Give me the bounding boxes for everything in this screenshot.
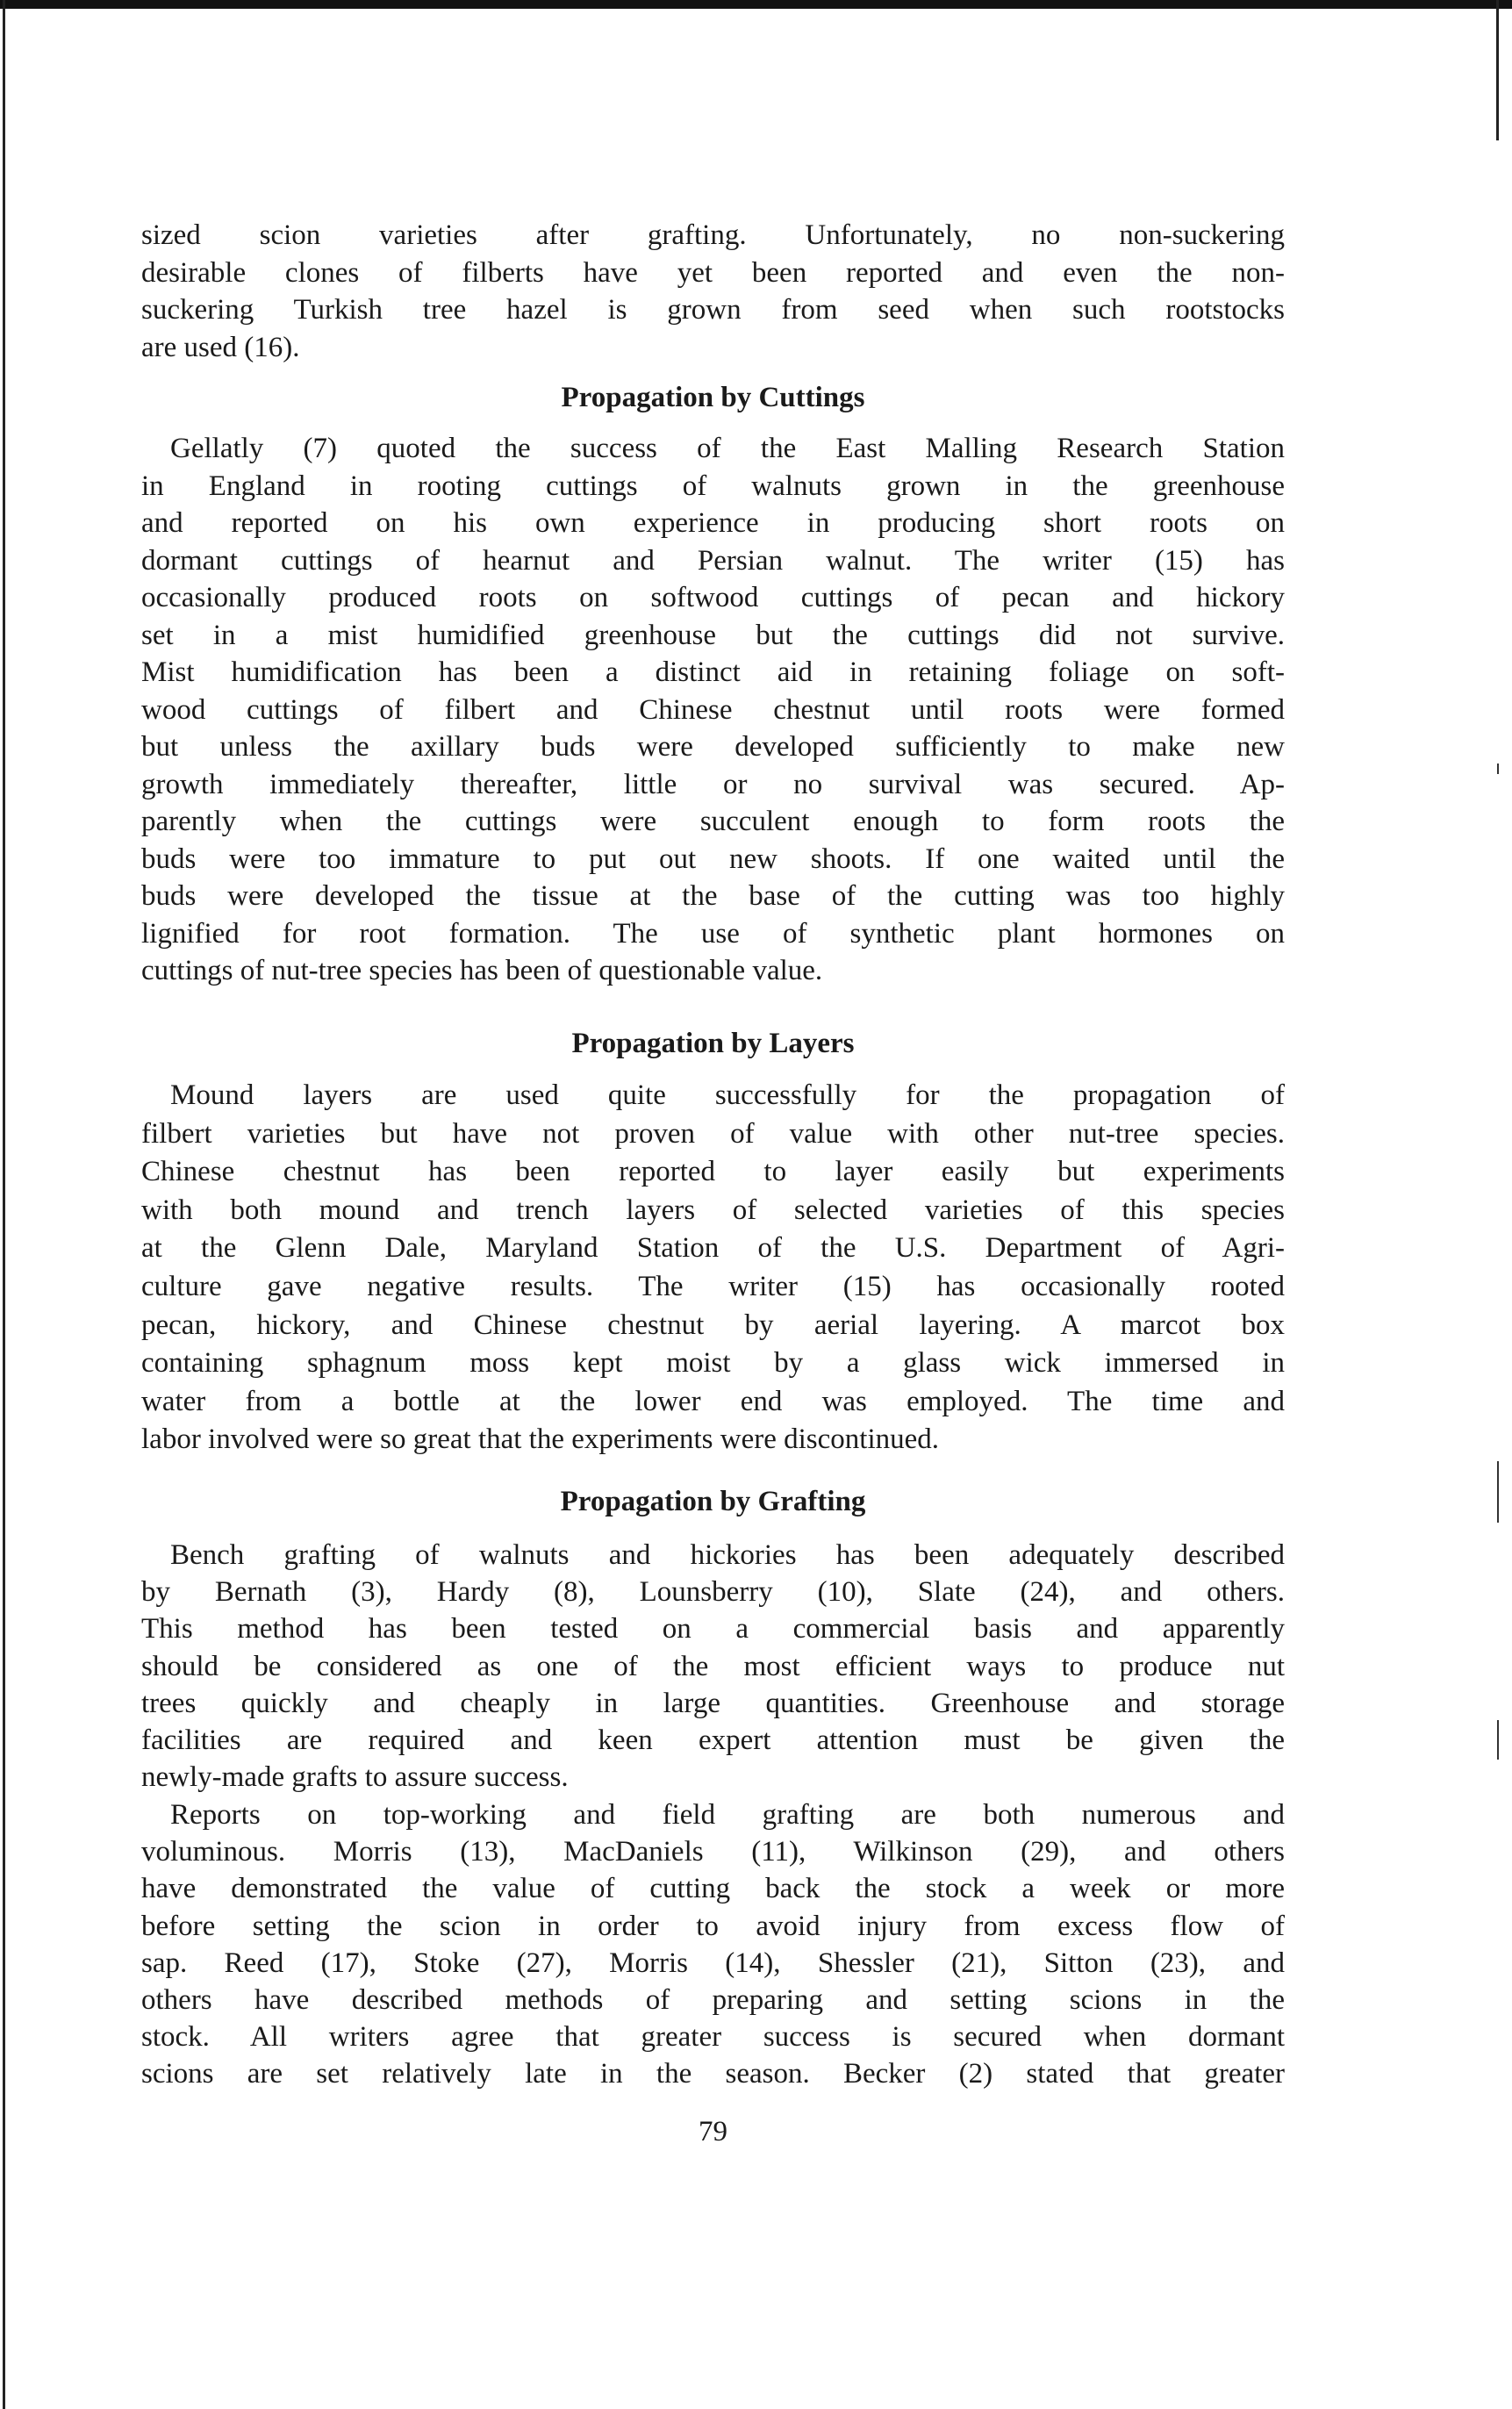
paragraph-layers bbox=[141, 1077, 1285, 1459]
text-line: culture gave negative results. The writer (15) has occasionally rooted bbox=[141, 1270, 1285, 1302]
text-line: trees quickly and cheaply in large quantities. Greenhouse and storage bbox=[141, 1687, 1285, 1719]
text-line: set in a mist humidified greenhouse but the cuttings did not survive. bbox=[141, 619, 1285, 651]
text-line: voluminous. Morris (13), MacDaniels (11), Wilkinson (29), and others bbox=[141, 1836, 1285, 1868]
text-line: desirable clones of filberts have yet been reported and even the non- bbox=[141, 256, 1285, 289]
text-line: buds were too immature to put out new shoots. If one waited until the bbox=[141, 842, 1285, 875]
scan-right-border bbox=[1496, 0, 1499, 140]
text-line: Mist humidification has been a distinct aid in retaining foliage on soft- bbox=[141, 656, 1285, 688]
paragraph-cuttings bbox=[141, 430, 1285, 990]
scan-top-border bbox=[0, 0, 1512, 9]
text-line: This method has been tested on a commercial basis and apparently bbox=[141, 1613, 1285, 1645]
text-line: scions are set relatively late in the season. Becker (2) stated that greater bbox=[141, 2058, 1285, 2090]
scan-mark bbox=[1497, 764, 1499, 774]
text-line: cuttings of nut-tree species has been of questionable value. bbox=[141, 955, 823, 986]
text-line: occasionally produced roots on softwood cuttings of pecan and hickory bbox=[141, 582, 1285, 613]
text-line: Reports on top-working and field grafting are both numerous and bbox=[141, 1799, 1285, 1831]
paragraph-top-working bbox=[141, 1796, 1285, 2093]
text-line: and reported on his own experience in producing short roots on bbox=[141, 507, 1285, 539]
scan-mark bbox=[1497, 1720, 1499, 1760]
scan-mark bbox=[1497, 1461, 1499, 1523]
text-line: others have described methods of preparing and setting scions in the bbox=[141, 1983, 1285, 2016]
scan-left-border bbox=[3, 0, 5, 2409]
text-line: containing sphagnum moss kept moist by a glass wick immersed in bbox=[141, 1347, 1285, 1380]
text-line: Gellatly (7) quoted the success of the East Malling Research Station bbox=[141, 433, 1285, 464]
text-line: filbert varieties but have not proven of value with other nut-tree species. bbox=[141, 1117, 1285, 1150]
text-line: water from a bottle at the lower end was employed. The time and bbox=[141, 1385, 1285, 1417]
text-line: pecan, hickory, and Chinese chestnut by aerial layering. A marcot box bbox=[141, 1308, 1285, 1341]
text-line: in England in rooting cuttings of walnuts grown in the greenhouse bbox=[141, 470, 1285, 502]
text-line: before setting the scion in order to avoid injury from excess flow of bbox=[141, 1910, 1285, 1942]
text-line: parently when the cuttings were succulent enough to form roots the bbox=[141, 806, 1285, 837]
text-line: sap. Reed (17), Stoke (27), Morris (14), Shessler (21), Sitton (23), and bbox=[141, 1947, 1285, 1979]
paragraph-bench-grafting bbox=[141, 1537, 1285, 1796]
text-line: but unless the axillary buds were developed sufficiently to make new bbox=[141, 731, 1285, 763]
text-line: should be considered as one of the most efficient ways to produce nut bbox=[141, 1650, 1285, 1682]
text-line: have demonstrated the value of cutting back the stock a week or more bbox=[141, 1873, 1285, 1905]
text-line: Bench grafting of walnuts and hickories has been adequately described bbox=[141, 1539, 1285, 1571]
text-line: suckering Turkish tree hazel is grown from seed when such rootstocks bbox=[141, 294, 1285, 326]
text-line: with both mound and trench layers of selected varieties of this species bbox=[141, 1194, 1285, 1226]
text-line: Mound layers are used quite successfully for the propagation of bbox=[141, 1079, 1285, 1111]
text-line: wood cuttings of filbert and Chinese chestnut until roots were formed bbox=[141, 693, 1285, 726]
text-line: dormant cuttings of hearnut and Persian walnut. The writer (15) has bbox=[141, 544, 1285, 577]
text-line: facilities are required and keen expert attention must be given the bbox=[141, 1724, 1285, 1756]
heading-grafting: Propagation by Grafting bbox=[560, 1486, 866, 1517]
text-line: labor involved were so great that the experiments were discontinued. bbox=[141, 1423, 940, 1456]
page-number: 79 bbox=[699, 2116, 727, 2147]
paragraph-intro bbox=[141, 217, 1285, 366]
text-line: newly-made grafts to assure success. bbox=[141, 1761, 569, 1794]
text-line: stock. All writers agree that greater success is secured when dormant bbox=[141, 2021, 1285, 2054]
heading-cuttings: Propagation by Cuttings bbox=[561, 382, 865, 413]
heading-layers: Propagation by Layers bbox=[571, 1028, 855, 1059]
text-line: are used (16). bbox=[141, 331, 300, 363]
text-line: by Bernath (3), Hardy (8), Lounsberry (10), Slate (24), and others. bbox=[141, 1576, 1285, 1609]
text-line: buds were developed the tissue at the base of the cutting was too highly bbox=[141, 880, 1285, 912]
text-line: Chinese chestnut has been reported to layer easily but experiments bbox=[141, 1156, 1285, 1188]
text-line: lignified for root formation. The use of synthetic plant hormones on bbox=[141, 917, 1285, 950]
text-line: at the Glenn Dale, Maryland Station of the U.S. Department of Agri- bbox=[141, 1232, 1285, 1265]
text-line: sized scion varieties after grafting. Unfortunately, no non-suckering bbox=[141, 219, 1285, 251]
text-line: growth immediately thereafter, little or no survival was secured. Ap- bbox=[141, 768, 1285, 800]
